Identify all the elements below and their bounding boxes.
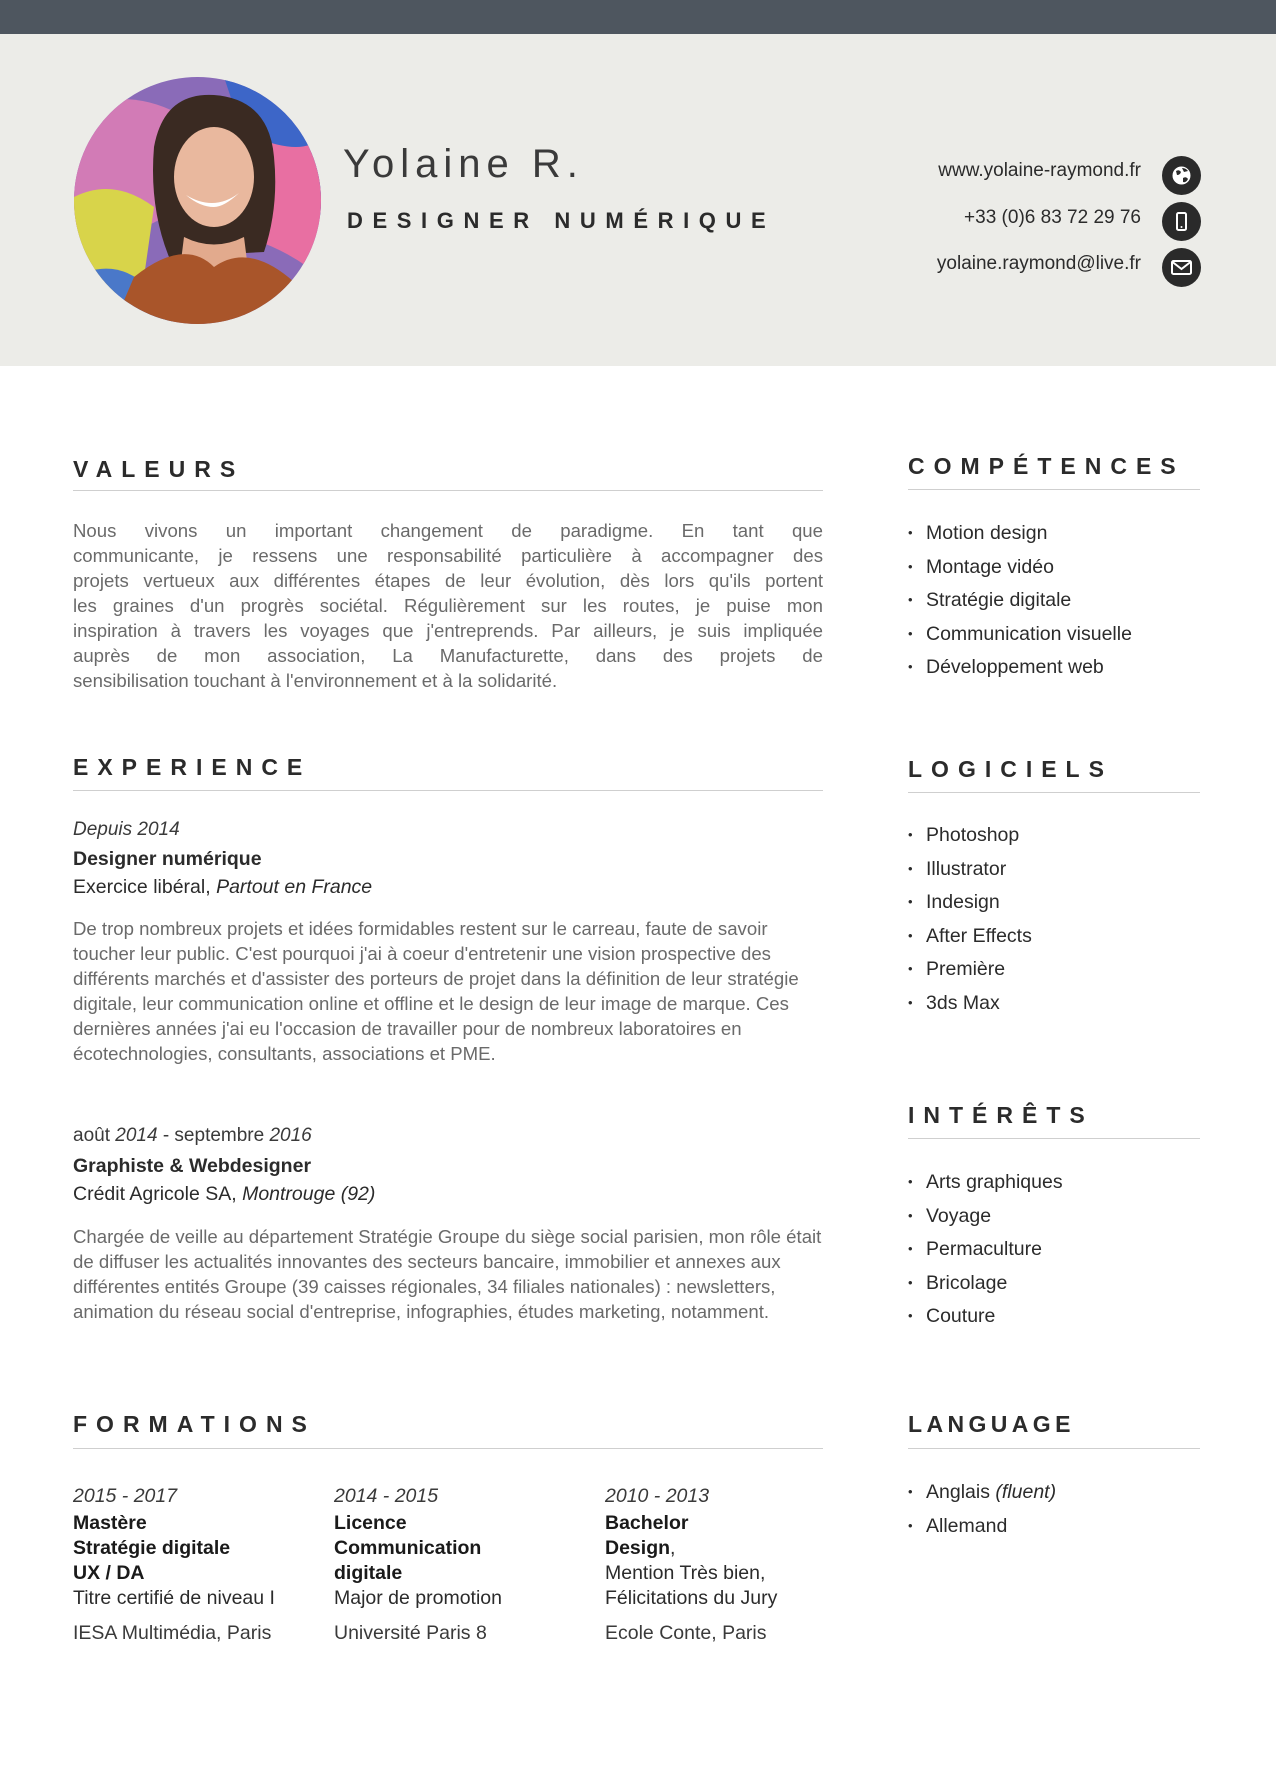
job-role: Designer numérique — [73, 848, 262, 870]
list-item: • After Effects — [908, 925, 1032, 959]
list-item: • Illustrator — [908, 858, 1032, 892]
profile-photo — [74, 77, 321, 324]
section-title-interets: INTÉRÊTS — [908, 1102, 1094, 1128]
section-title-formations: FORMATIONS — [73, 1411, 316, 1437]
list-item: • Motion design — [908, 522, 1132, 556]
section-divider — [908, 1138, 1200, 1139]
job-description: De trop nombreux projets et idées formidables restent sur le carreau, faute de savoir toucher leur public. C'est pourquoi j'ai à coeur d'entretenir une vision prospective des différents marchés et d'assister des porteurs de projet dans la définition de leur stratégie digitale, leur communication online et offline et le design de leur image de marque. Ces dernières années j'ai eu l'occasion de travailler pour de nombreux laboratoires en écotechnologies, consultants, associations et PME. — [73, 918, 799, 1064]
section-divider — [73, 1448, 823, 1449]
section-divider — [908, 489, 1200, 490]
phone-text[interactable]: +33 (0)6 83 72 29 76 — [964, 207, 1141, 228]
list-item: • Permaculture — [908, 1238, 1063, 1272]
job-company: Exercice libéral, Partout en France — [73, 876, 373, 898]
job-company: Crédit Agricole SA, Montrouge (92) — [73, 1183, 376, 1205]
email-text[interactable]: yolaine.raymond@live.fr — [936, 253, 1141, 274]
globe-icon — [1162, 156, 1201, 195]
section-title-valeurs: VALEURS — [73, 456, 245, 482]
section-title-experience: EXPERIENCE — [73, 754, 312, 780]
list-item: • Développement web — [908, 656, 1132, 690]
website-text[interactable]: www.yolaine-raymond.fr — [938, 160, 1141, 181]
competences-list — [908, 522, 1132, 690]
section-divider — [908, 792, 1200, 793]
job-date: août 2014 - septembre 2016 — [73, 1125, 312, 1146]
list-item: • Photoshop — [908, 824, 1032, 858]
list-item: • Couture — [908, 1305, 1063, 1339]
section-divider — [73, 490, 823, 491]
logiciels-list — [908, 824, 1032, 1025]
list-item: • Stratégie digitale — [908, 589, 1132, 623]
top-bar — [0, 0, 1276, 34]
list-item: • Bricolage — [908, 1272, 1063, 1306]
list-item: • Indesign — [908, 891, 1032, 925]
list-item: • Première — [908, 958, 1032, 992]
section-title-language: LANGUAGE — [908, 1411, 1075, 1437]
job-description: Chargée de veille au département Stratégie Groupe du siège social parisien, mon rôle était de diffuser les actualités innovantes des secteurs bancaire, immobilier et annexes aux différentes entités Groupe (39 caisses régionales, 34 filiales nationales) : newsletters, animation du réseau social d'entreprise, infographies, études marketing, notamment. — [73, 1226, 822, 1322]
mobile-phone-icon — [1162, 202, 1201, 241]
list-item: • Allemand — [908, 1515, 1056, 1549]
interets-list — [908, 1171, 1063, 1339]
section-divider — [73, 790, 823, 791]
section-title-competences: COMPÉTENCES — [908, 453, 1185, 479]
valeurs-text: Nous vivons un important changement de paradigme. En tant que communicante, je ressens une responsabilité particulière à accompagner des projets vertueux aux différentes étapes de leur évolution, dès lors qu'ils portent les graines d'un progrès sociétal. Régulièrement sur les routes, je puise mon inspiration à travers les voyages que j'entreprends. Par ailleurs, je suis impliquée auprès de mon association, La Manufacturette, dans des projets de sensibilisation touchant à l'environnement et à la solidarité. — [73, 520, 823, 691]
job-role: Graphiste & Webdesigner — [73, 1155, 312, 1177]
candidate-name: Yolaine R. — [343, 142, 584, 186]
section-title-logiciels: LOGICIELS — [908, 756, 1113, 782]
job-date: Depuis 2014 — [73, 819, 180, 840]
section-divider — [908, 1448, 1200, 1449]
candidate-title: DESIGNER NUMÉRIQUE — [347, 208, 776, 233]
list-item: • Communication visuelle — [908, 623, 1132, 657]
envelope-icon — [1162, 248, 1201, 287]
list-item: • Voyage — [908, 1205, 1063, 1239]
language-list — [908, 1481, 1056, 1548]
formation-item: 2014 - 2015 Licence Communication digitale Major de promotion Université Paris 8 — [334, 1485, 502, 1644]
formation-item: 2010 - 2013 Bachelor Design, Mention Très bien, Félicitations du Jury Ecole Conte, Paris — [605, 1485, 778, 1644]
list-item: • Montage vidéo — [908, 556, 1132, 590]
list-item: • Arts graphiques — [908, 1171, 1063, 1205]
list-item: • Anglais (fluent) — [908, 1481, 1056, 1515]
formation-item: 2015 - 2017 Mastère Stratégie digitale UX / DA Titre certifié de niveau I IESA Multimédia, Paris — [73, 1485, 275, 1644]
list-item: • 3ds Max — [908, 992, 1032, 1026]
